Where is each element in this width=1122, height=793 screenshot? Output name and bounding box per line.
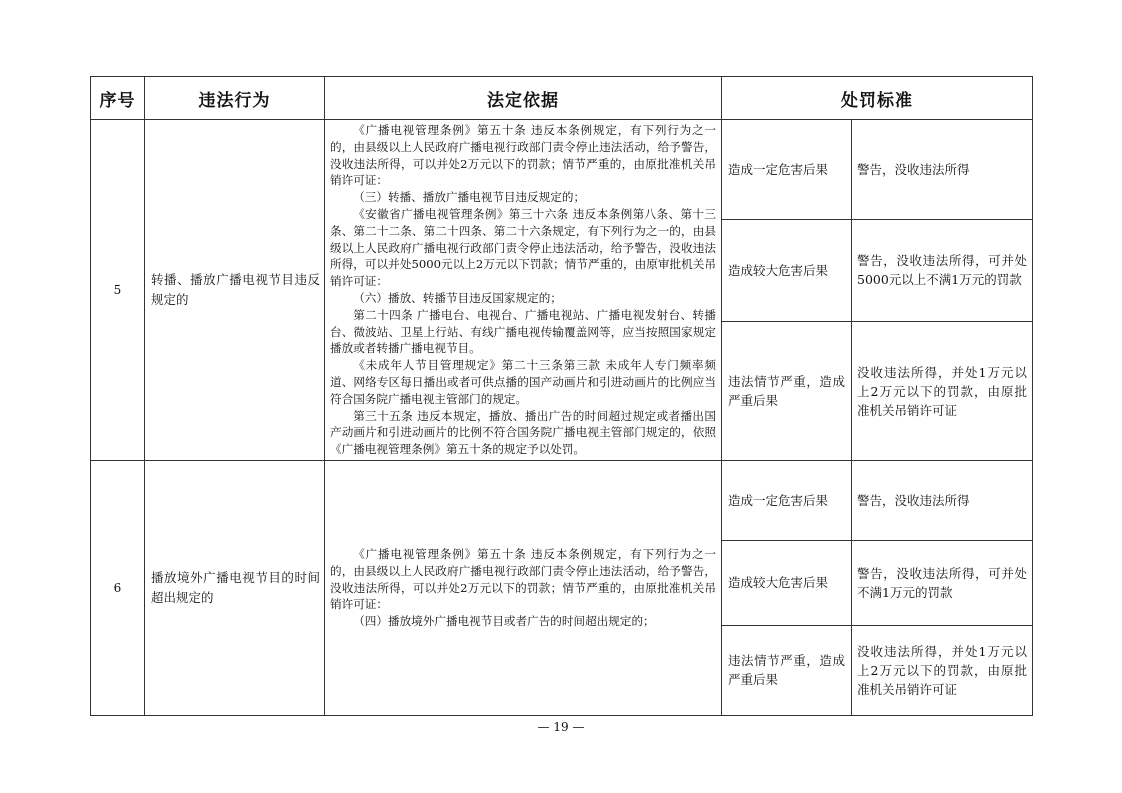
basis-paragraph: 第三十五条 违反本规定，播放、播出广告的时间超过规定或者播出国产动画片和引进动画片的比例不符合国务院广播电视主管部门规定的，依照《广播电视管理条例》第五十条的规定予以处罚。: [330, 408, 716, 457]
basis-paragraph: （三）转播、播放广播电视节目违反规定的；: [353, 190, 586, 205]
penalty-level: 造成较大危害后果: [722, 540, 852, 625]
row-seq: 5: [91, 120, 145, 461]
row-basis: [325, 460, 722, 715]
basis-paragraph: 《安徽省广播电视管理条例》第三十六条 违反本条例第八条、第十三条、第二十二条、第二十四条、第二十六条规定，有下列行为之一的，由县级以上人民政府广播电视行政部门责令停止违法活动，给予警告，没收违法所得，可以并处5000元以上2万元以下罚款；情节严重的，由原审批机关吊销许可证：: [330, 206, 716, 289]
penalty-standard: 没收违法所得，并处1万元以上2万元以下的罚款，由原批准机关吊销许可证: [852, 322, 1033, 461]
basis-paragraph: 《未成年人节目管理规定》第二十三条第三款 未成年人专门频率频道、网络专区每日播出或者可供点播的国产动画片和引进动画片的比例应当符合国务院广播电视主管部门的规定。: [330, 358, 716, 406]
header-seq: 序号: [91, 77, 145, 120]
penalty-standard: 警告，没收违法所得: [852, 120, 1033, 220]
table-row: [91, 120, 1033, 220]
header-penalty: 处罚标准: [722, 77, 1033, 120]
basis-paragraph: （六）播放、转播节目违反国家规定的；: [353, 290, 562, 305]
penalty-standard: 警告，没收违法所得: [852, 460, 1033, 540]
row-seq: 6: [91, 460, 145, 715]
penalty-level: 造成一定危害后果: [722, 120, 852, 220]
penalty-level: 造成较大危害后果: [722, 219, 852, 322]
penalty-level: 违法情节严重，造成严重后果: [722, 625, 852, 715]
penalty-standard: 没收违法所得，并处1万元以上2万元以下的罚款，由原批准机关吊销许可证: [852, 625, 1033, 715]
header-basis: 法定依据: [325, 77, 722, 120]
basis-paragraph: 《广播电视管理条例》第五十条 违反本条例规定，有下列行为之一的，由县级以上人民政府广播电视行政部门责令停止违法活动，给予警告，没收违法所得，可以并处2万元以下的罚款；情节严重的，由原批准机关吊销许可证：: [330, 546, 716, 612]
basis-paragraph: 第二十四条 广播电台、电视台、广播电视站、广播电视发射台、转播台、微波站、卫星上行站、有线广播电视传输覆盖网等，应当按照国家规定播放或者转播广播电视节目。: [330, 307, 716, 356]
penalty-standard: 警告，没收违法所得，可并处5000元以上不满1万元的罚款: [852, 219, 1033, 322]
row-basis: [325, 120, 722, 461]
row-act: 播放境外广播电视节目的时间超出规定的: [145, 460, 325, 715]
table-row: [91, 460, 1033, 540]
penalty-level: 造成一定危害后果: [722, 460, 852, 540]
penalty-standard: 警告，没收违法所得，可并处不满1万元的罚款: [852, 540, 1033, 625]
table-header-row: [91, 77, 1033, 120]
basis-paragraph: 《广播电视管理条例》第五十条 违反本条例规定，有下列行为之一的，由县级以上人民政府广播电视行政部门责令停止违法活动，给予警告，没收违法所得，可以并处2万元以下的罚款；情节严重的，由原批准机关吊销许可证：: [330, 123, 716, 188]
row-act: 转播、播放广播电视节目违反规定的: [145, 120, 325, 461]
page-number: — 19 —: [537, 720, 585, 734]
penalty-standards-table: [90, 76, 1033, 716]
header-act: 违法行为: [145, 77, 325, 120]
penalty-level: 违法情节严重，造成严重后果: [722, 322, 852, 461]
penalty-standards-table-wrapper: [90, 76, 1032, 716]
basis-paragraph: （四）播放境外广播电视节目或者广告的时间超出规定的；: [353, 614, 655, 629]
